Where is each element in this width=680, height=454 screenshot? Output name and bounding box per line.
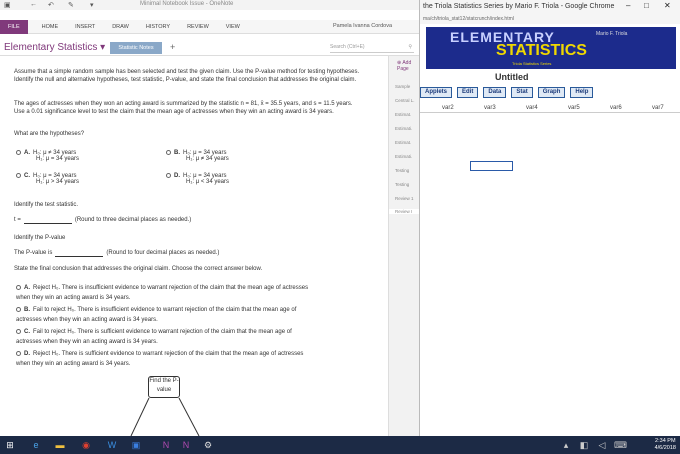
url-bar[interactable]: ma/ch/triola_stat12/statcrunch/index.html bbox=[420, 14, 680, 24]
tab-history[interactable]: HISTORY bbox=[145, 24, 171, 30]
column-header[interactable]: var6 bbox=[610, 105, 622, 111]
start-icon[interactable]: ⊞ bbox=[6, 440, 14, 450]
menu-edit[interactable]: Edit bbox=[457, 87, 478, 98]
option-h1: H₁: μ > 34 years bbox=[36, 179, 79, 186]
menu-graph[interactable]: Graph bbox=[538, 87, 566, 98]
radio-button[interactable] bbox=[16, 329, 21, 334]
section-tab[interactable]: Statistic Notes bbox=[110, 42, 162, 54]
pvalue-answer-input[interactable] bbox=[55, 251, 103, 257]
option-h0: H₀: μ = 34 years bbox=[183, 150, 227, 157]
option-h0: H₀: μ = 34 years bbox=[33, 173, 77, 180]
tray-icon[interactable]: ▴ bbox=[563, 440, 569, 450]
dropdown-icon[interactable]: ▾ bbox=[90, 2, 94, 9]
volume-icon[interactable]: ◁ bbox=[598, 440, 606, 450]
question-intro: Assume that a simple random sample has been selected and test the given claim. Use the P-value method for testing hypotheses. Identify the null and alternative hypotheses, test statistic, P-value, and state the final conclusion that addresses the original claim. bbox=[14, 69, 360, 83]
option-h1: H₁: μ ≠ 34 years bbox=[186, 156, 229, 163]
menu-applets[interactable]: Applets bbox=[420, 87, 452, 98]
option-text: Reject H₀. There is insufficient evidence to warrant rejection of the claim that the mean age of actresses when they win an acting award is 34 years. bbox=[16, 285, 309, 301]
conclusion-question: State the final conclusion that addresses the original claim. Choose the correct answer below. bbox=[14, 266, 263, 272]
chevron-down-icon: ▾ bbox=[100, 42, 106, 53]
undo-icon[interactable]: ↶ bbox=[48, 2, 54, 9]
search-placeholder: Search (Ctrl+E) bbox=[330, 44, 365, 50]
window-title: Minimal Notebook Issue - OneNote bbox=[140, 1, 234, 7]
user-name[interactable]: Pamela Ivanna Cordova bbox=[333, 23, 393, 29]
tab-draw[interactable]: DRAW bbox=[112, 24, 129, 30]
radio-button[interactable] bbox=[166, 173, 171, 178]
connector-line bbox=[179, 398, 199, 436]
onenote-taskbar-icon[interactable]: N bbox=[162, 440, 170, 450]
radio-button[interactable] bbox=[16, 150, 21, 155]
tab-view[interactable]: VIEW bbox=[225, 24, 240, 30]
page-item-active[interactable]: Review I bbox=[389, 209, 420, 214]
option-text: Fail to reject H₀. There is sufficient evidence to warrant rejection of the claim that the mean age of actresses when they win an acting award is 34 years. bbox=[16, 329, 292, 345]
conclusion-option-c[interactable] bbox=[16, 327, 316, 347]
radio-button[interactable] bbox=[166, 150, 171, 155]
option-text: Fail to reject H₀. There is insufficient evidence to warrant rejection of the claim that the mean age of actresses when they win an acting award is 34 years. bbox=[16, 307, 297, 323]
option-label: A. bbox=[24, 150, 30, 157]
maximize-icon[interactable]: □ bbox=[644, 1, 649, 10]
pvalue-round-note: (Round to four decimal places as needed.) bbox=[106, 250, 220, 256]
menu-data[interactable]: Data bbox=[483, 87, 506, 98]
edge-icon[interactable]: e bbox=[33, 440, 39, 450]
option-h1: H₁: μ < 34 years bbox=[186, 179, 229, 186]
notebook-selector[interactable] bbox=[4, 42, 105, 53]
option-label: B. bbox=[24, 307, 30, 313]
column-header[interactable]: var7 bbox=[652, 105, 664, 111]
spreadsheet-grid[interactable] bbox=[420, 113, 680, 423]
photos-icon[interactable]: ▣ bbox=[131, 440, 141, 450]
banner-title-line1: ELEMENTARY bbox=[450, 29, 555, 45]
search-input[interactable] bbox=[330, 42, 414, 53]
test-statistic-question: Identify the test statistic. bbox=[14, 202, 79, 208]
banner-author: Mario F. Triola bbox=[596, 31, 628, 37]
page-item[interactable]: Estimati. bbox=[395, 126, 413, 131]
back-icon[interactable]: ← bbox=[30, 1, 37, 8]
ribbon bbox=[0, 20, 420, 34]
clock[interactable] bbox=[655, 438, 676, 452]
clock-date: 4/6/2018 bbox=[654, 445, 676, 451]
hypotheses-question: What are the hypotheses? bbox=[14, 131, 85, 137]
option-h0: H₀: μ = 34 years bbox=[183, 173, 227, 180]
chrome-icon[interactable]: ◉ bbox=[82, 440, 90, 450]
banner-title-line2: STATISTICS bbox=[496, 42, 587, 59]
conclusion-option-b[interactable] bbox=[16, 305, 316, 325]
search-icon: ⚲ bbox=[408, 44, 412, 50]
chrome-window bbox=[420, 0, 680, 436]
add-section-button[interactable]: + bbox=[170, 42, 176, 52]
statcrunch-menu bbox=[420, 85, 680, 99]
page-item[interactable]: Testing bbox=[395, 168, 410, 173]
page-item[interactable]: Sample bbox=[395, 84, 411, 89]
window-controls bbox=[620, 0, 680, 14]
hypothesis-option-a[interactable] bbox=[16, 150, 79, 162]
t-answer-input[interactable] bbox=[24, 218, 72, 224]
flowchart-box: Find the P-value bbox=[148, 376, 180, 398]
folder-icon[interactable]: ▬ bbox=[55, 440, 65, 450]
t-round-note: (Round to three decimal places as needed.) bbox=[74, 217, 192, 223]
add-page-button[interactable] bbox=[397, 60, 420, 72]
radio-button[interactable] bbox=[16, 307, 21, 312]
page-item[interactable]: Estimat. bbox=[395, 112, 412, 117]
add-page-label: Add Page bbox=[397, 60, 412, 72]
menu-stat[interactable]: Stat bbox=[511, 87, 532, 98]
page-list bbox=[388, 56, 420, 436]
problem-statement: The ages of actresses when they won an acting award is summarized by the statistic n = 81, x̄ = 35.5 years, and s = 11.5 years. Use a 0.01 significance level to test the claim that the mean age of actresses when they win an acting award is 34 years. bbox=[14, 101, 353, 115]
page-item[interactable]: Estimati. bbox=[395, 154, 413, 159]
settings-icon[interactable]: ⚙ bbox=[203, 440, 213, 450]
keyboard-icon[interactable]: ⌨ bbox=[614, 440, 627, 450]
test-statistic-row bbox=[14, 216, 364, 224]
pvalue-row bbox=[14, 249, 364, 257]
page-item[interactable]: Estimat. bbox=[395, 140, 412, 145]
tab-home[interactable]: HOME bbox=[41, 24, 59, 30]
minimize-icon[interactable]: – bbox=[626, 1, 631, 10]
pvalue-label: The P-value is bbox=[14, 250, 53, 256]
pvalue-question: Identify the P-value bbox=[14, 235, 66, 241]
radio-button[interactable] bbox=[16, 173, 21, 178]
hypothesis-option-d[interactable] bbox=[166, 173, 229, 185]
hypothesis-option-b[interactable] bbox=[166, 150, 229, 162]
notebook-name: Elementary Statistics bbox=[4, 42, 98, 53]
conclusion-option-d[interactable] bbox=[16, 349, 316, 369]
option-label: D. bbox=[174, 173, 180, 180]
draw-icon[interactable]: ✎ bbox=[68, 2, 74, 9]
option-h0: H₀: μ ≠ 34 years bbox=[33, 150, 77, 157]
option-h1: H₁: μ = 34 years bbox=[36, 156, 79, 163]
sheet-title: Untitled bbox=[495, 72, 529, 82]
word-icon[interactable]: W bbox=[107, 440, 117, 450]
option-text: Reject H₀. There is sufficient evidence to warrant rejection of the claim that the mean age of actresses when they win an acting award is 34 years. bbox=[16, 351, 304, 367]
add-page-icon: ⊕ bbox=[397, 60, 402, 66]
onenote-icon[interactable]: ▣ bbox=[4, 2, 11, 9]
page-item[interactable]: Testing bbox=[395, 182, 410, 187]
option-label: A. bbox=[24, 285, 30, 291]
flowchart-connectors bbox=[119, 388, 219, 436]
note-content bbox=[14, 68, 384, 436]
page-item[interactable]: Central L. bbox=[395, 98, 415, 103]
book-banner bbox=[426, 27, 676, 69]
banner-subtitle: Triola Statistics Series bbox=[512, 61, 552, 66]
network-icon[interactable]: ◧ bbox=[579, 440, 589, 450]
column-header[interactable]: var3 bbox=[484, 105, 496, 111]
column-header[interactable]: var2 bbox=[442, 105, 454, 111]
t-label: t = bbox=[14, 217, 21, 223]
tab-review[interactable]: REVIEW bbox=[187, 24, 209, 30]
selected-cell[interactable] bbox=[470, 161, 513, 171]
menu-help[interactable]: Help bbox=[570, 87, 593, 98]
tab-file[interactable]: FILE bbox=[0, 20, 28, 34]
tab-insert[interactable]: INSERT bbox=[75, 24, 96, 30]
conclusion-option-a[interactable] bbox=[16, 283, 316, 303]
connector-line bbox=[131, 398, 149, 436]
option-label: B. bbox=[174, 150, 180, 157]
chrome-title-bar: the Triola Statistics Series by Mario F. Triola - Google Chrome bbox=[420, 0, 680, 14]
taskbar bbox=[0, 436, 680, 454]
radio-button[interactable] bbox=[16, 285, 21, 290]
onenote2-taskbar-icon[interactable]: N bbox=[182, 440, 190, 450]
onenote-title-bar bbox=[0, 0, 420, 10]
hypothesis-option-c[interactable] bbox=[16, 173, 79, 185]
page-item[interactable]: Review 1 bbox=[395, 196, 414, 201]
column-header[interactable]: var5 bbox=[568, 105, 580, 111]
clock-time: 2:34 PM bbox=[655, 438, 676, 444]
option-label: C. bbox=[24, 173, 30, 180]
option-label: D. bbox=[24, 351, 30, 357]
column-header[interactable]: var4 bbox=[526, 105, 538, 111]
notebook-bar bbox=[0, 40, 420, 56]
option-label: C. bbox=[24, 329, 30, 335]
spreadsheet-header bbox=[420, 104, 680, 113]
close-icon[interactable]: ✕ bbox=[664, 1, 671, 10]
radio-button[interactable] bbox=[16, 351, 21, 356]
